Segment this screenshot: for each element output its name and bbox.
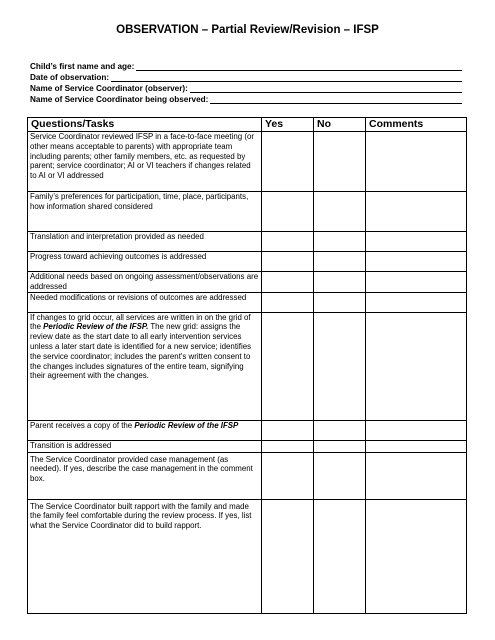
comments-cell[interactable]: [366, 420, 467, 440]
observation-table: [27, 117, 467, 614]
table-row: [28, 312, 467, 420]
task-text: Needed modifications or revisions of outcomes are addressed: [30, 292, 247, 302]
task-cell: [28, 132, 262, 192]
blank-line[interactable]: [136, 62, 462, 71]
page-title: OBSERVATION – Partial Review/Revision – IFSP: [116, 24, 379, 36]
task-text: Family’s preferences for participation, time, place, participants, how information shared considered: [30, 192, 249, 211]
table-row: [28, 452, 467, 499]
task-cell: [28, 192, 262, 232]
task-text-emphasis: Periodic Review of the IFSP: [134, 420, 239, 430]
task-cell: [28, 420, 262, 440]
no-cell[interactable]: [314, 312, 366, 420]
no-cell[interactable]: [314, 452, 366, 499]
table-row: [28, 499, 467, 613]
task-text: Parent receives a copy of the: [30, 420, 135, 430]
table-row: [28, 252, 467, 272]
header-yes: Yes: [262, 118, 314, 132]
observer-name-field[interactable]: [30, 82, 462, 93]
header-no: No: [314, 118, 366, 132]
comments-cell[interactable]: [366, 440, 467, 452]
table-row: [28, 192, 467, 232]
table-row: [28, 232, 467, 252]
task-text: Translation and interpretation provided as needed: [30, 232, 204, 241]
comments-cell[interactable]: [366, 232, 467, 252]
task-cell: [28, 252, 262, 272]
field-label: Date of observation:: [30, 73, 110, 82]
yes-cell[interactable]: [262, 192, 314, 232]
task-cell: [28, 272, 262, 293]
comments-cell[interactable]: [366, 312, 467, 420]
blank-line[interactable]: [111, 73, 462, 82]
no-cell[interactable]: [314, 192, 366, 232]
comments-cell[interactable]: [366, 192, 467, 232]
task-text: The new grid: assigns the review date as the start date to all early intervention services unless a later start date is identified for a new service; identifies the service coordinator; includes the parent's written consent to the changes includes signatures of the entire team, signifying their agreement with the changes.: [30, 322, 252, 381]
yes-cell[interactable]: [262, 292, 314, 312]
yes-cell[interactable]: [262, 440, 314, 452]
task-text-emphasis: Periodic Review of the IFSP.: [43, 322, 149, 332]
task-cell: [28, 499, 262, 613]
no-cell[interactable]: [314, 440, 366, 452]
yes-cell[interactable]: [262, 420, 314, 440]
table-row: [28, 420, 467, 440]
table-row: [28, 292, 467, 312]
yes-cell[interactable]: [262, 312, 314, 420]
task-cell: [28, 452, 262, 499]
comments-cell[interactable]: [366, 452, 467, 499]
task-text: Transition is addressed: [30, 440, 112, 450]
no-cell[interactable]: [314, 499, 366, 613]
task-cell: [28, 232, 262, 252]
observed-coordinator-name-field[interactable]: [30, 93, 462, 104]
no-cell[interactable]: [314, 292, 366, 312]
no-cell[interactable]: [314, 132, 366, 192]
task-cell: [28, 440, 262, 452]
comments-cell[interactable]: [366, 292, 467, 312]
table-row: [28, 132, 467, 192]
no-cell[interactable]: [314, 252, 366, 272]
table-row: [28, 272, 467, 293]
yes-cell[interactable]: [262, 272, 314, 293]
comments-cell[interactable]: [366, 252, 467, 272]
blank-line[interactable]: [190, 84, 462, 93]
table-body: [28, 132, 467, 614]
observation-fields: [30, 60, 462, 104]
no-cell[interactable]: [314, 232, 366, 252]
task-text: The Service Coordinator provided case management (as needed). If yes, describe the case management in the comment box.: [30, 454, 253, 484]
task-text: If changes to grid occur, all services are written in on the grid of the: [30, 312, 251, 332]
child-name-age-field[interactable]: [30, 60, 462, 71]
task-text: Additional needs based on ongoing assessment/observations are addressed: [30, 272, 259, 291]
header-comments: Comments: [366, 118, 467, 132]
no-cell[interactable]: [314, 272, 366, 293]
yes-cell[interactable]: [262, 252, 314, 272]
task-cell: [28, 312, 262, 420]
task-text: Service Coordinator reviewed IFSP in a face-to-face meeting (or other means acceptable to parents) with appropriate team including parents; other family members, etc. as requested by parent; service coordinator; AI or VI teachers if changes related to AI or VI addressed: [30, 132, 254, 181]
comments-cell[interactable]: [366, 132, 467, 192]
comments-cell[interactable]: [366, 272, 467, 293]
field-label: Name of Service Coordinator being observed:: [30, 95, 209, 104]
table-header-row: [28, 118, 467, 132]
task-cell: [28, 292, 262, 312]
date-of-observation-field[interactable]: [30, 71, 462, 82]
yes-cell[interactable]: [262, 452, 314, 499]
comments-cell[interactable]: [366, 499, 467, 613]
field-label: Name of Service Coordinator (observer):: [30, 84, 188, 93]
yes-cell[interactable]: [262, 232, 314, 252]
task-text: Progress toward achieving outcomes is addressed: [30, 252, 207, 261]
field-label: Child’s first name and age:: [30, 62, 135, 71]
no-cell[interactable]: [314, 420, 366, 440]
blank-line[interactable]: [210, 95, 462, 104]
yes-cell[interactable]: [262, 499, 314, 613]
yes-cell[interactable]: [262, 132, 314, 192]
header-questions-tasks: Questions/Tasks: [28, 118, 262, 132]
table-row: [28, 440, 467, 452]
task-text: The Service Coordinator built rapport with the family and made the family feel comfortable during the review process. If yes, list what the Service Coordinator did to build rapport.: [30, 501, 252, 531]
